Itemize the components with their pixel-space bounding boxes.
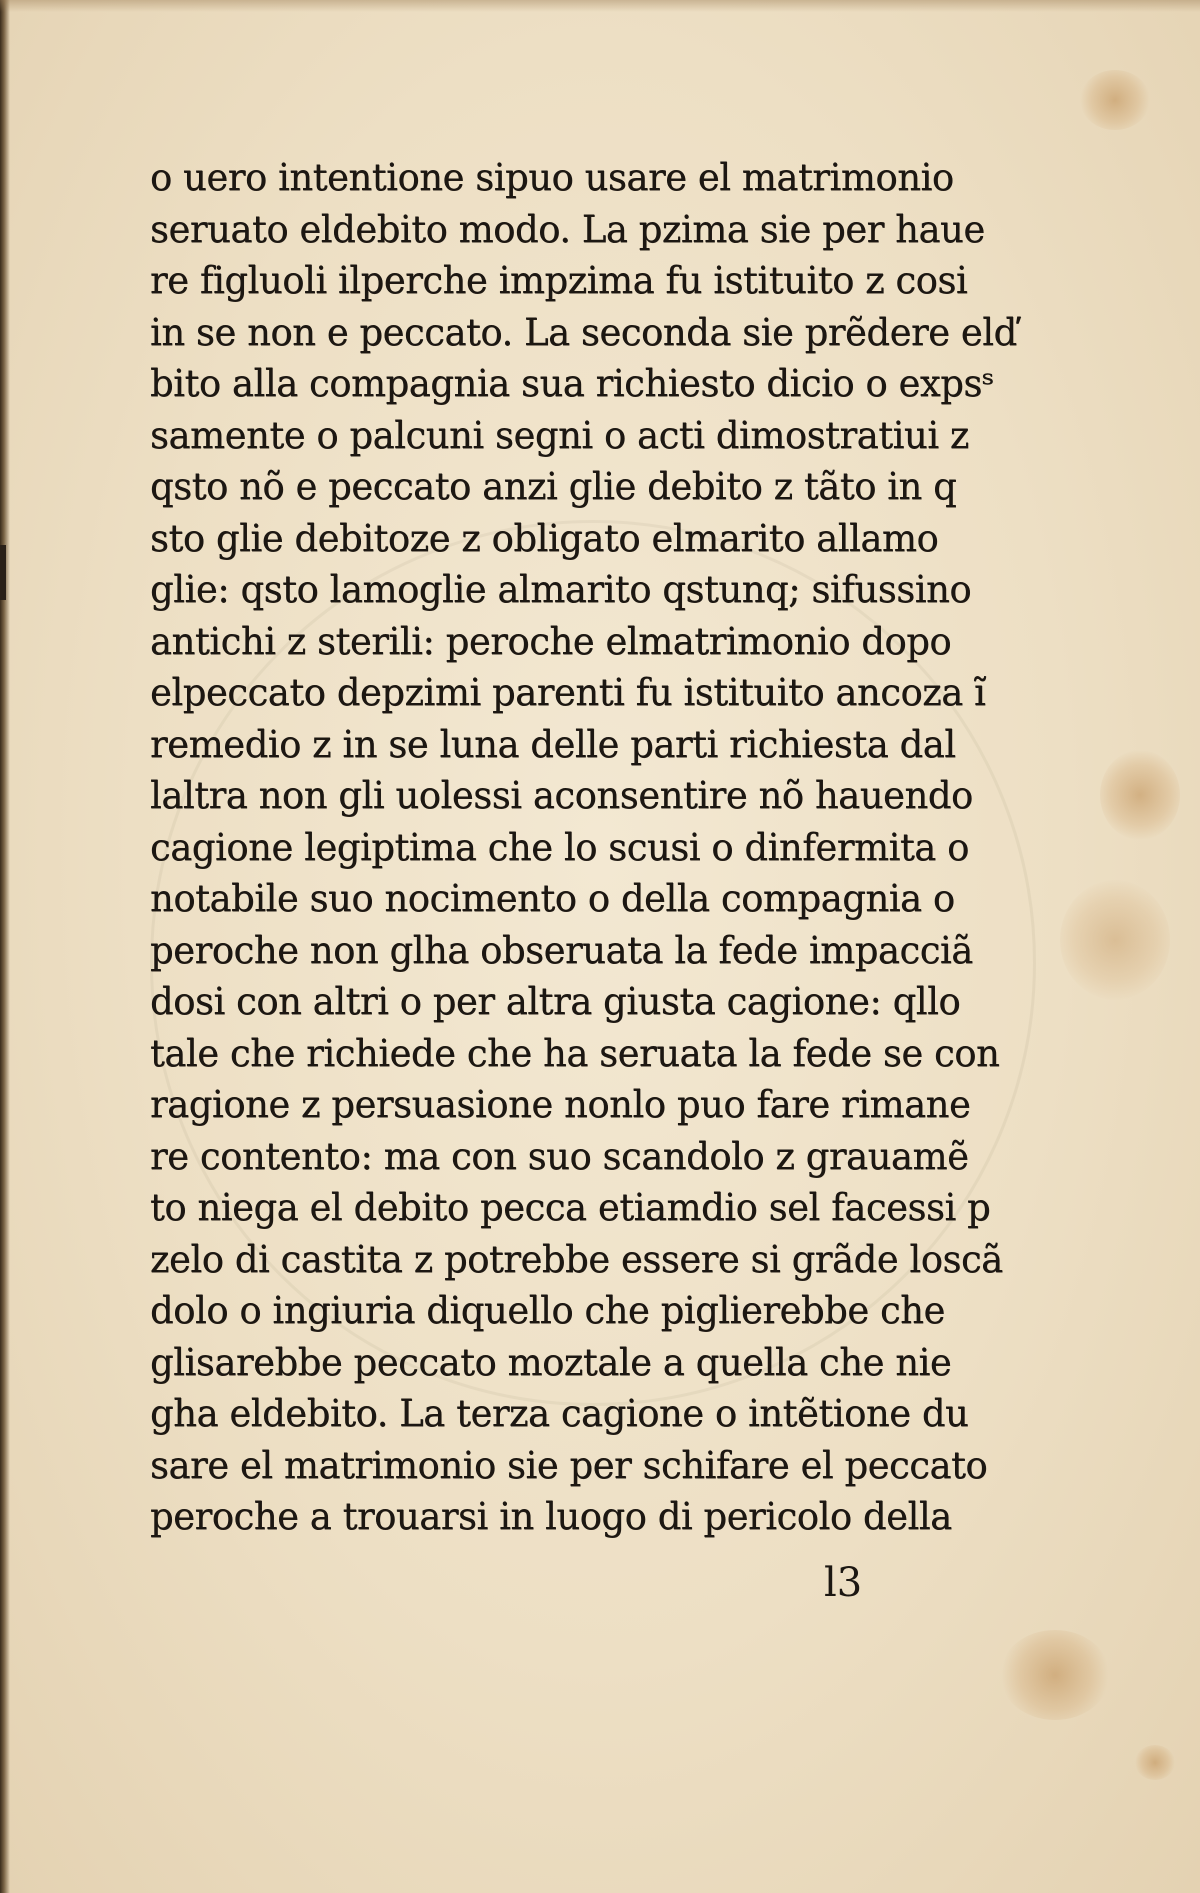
text-line: notabile suo nocimento o della compagnia o xyxy=(150,877,955,920)
text-line: peroche a trouarsi in luogo di pericolo della xyxy=(150,1495,952,1538)
text-line: in se non e peccato. La seconda sie prẽdere elď xyxy=(150,310,1017,354)
body-text xyxy=(150,152,1017,1543)
text-line: elpeccato depzimi parenti fu istituito ancoza ĩ xyxy=(150,671,986,714)
foxing-stain xyxy=(1000,1630,1110,1720)
text-line: sare el matrimonio sie per schifare el peccato xyxy=(150,1443,988,1487)
text-line: tale che richiede che ha seruata la fede se con xyxy=(150,1031,1000,1075)
text-line: qsto nõ e peccato anzi glie debito z tãto in q xyxy=(150,465,957,508)
text-line: seruato eldebito modo. La pzima sie per haue xyxy=(150,207,985,251)
text-line: glisarebbe peccato moztale a quella che nie xyxy=(150,1340,952,1384)
foxing-stain xyxy=(1060,880,1170,1000)
folio-signature: l3 xyxy=(824,1560,863,1606)
page-left-edge xyxy=(0,0,10,1893)
text-line: laltra non gli uolessi aconsentire nõ hauendo xyxy=(150,774,973,817)
text-line: dosi con altri o per altra giusta cagione: qllo xyxy=(150,980,961,1023)
text-line: glie: qsto lamoglie almarito qstunq; sifussino xyxy=(150,568,972,611)
text-line: samente o palcuni segni o acti dimostratiui z xyxy=(150,413,969,457)
margin-ink-mark xyxy=(0,545,6,600)
text-line: peroche non glha obseruata la fede impacciã xyxy=(150,928,973,972)
foxing-stain xyxy=(1100,750,1180,840)
text-line: re figluoli ilperche impzima fu istituito z cosi xyxy=(150,259,968,302)
text-line: re contento: ma con suo scandolo z grauamẽ xyxy=(150,1134,969,1178)
foxing-stain xyxy=(1080,70,1150,130)
text-line: gha eldebito. La terza cagione o intẽtione du xyxy=(150,1392,969,1435)
text-line: o uero intentione sipuo usare el matrimonio xyxy=(150,156,954,199)
text-line: bito alla compagnia sua richiesto dicio o expsˢ xyxy=(150,362,994,405)
text-line: sto glie debitoze z obligato elmarito allamo xyxy=(150,516,939,560)
text-line: ragione z persuasione nonlo puo fare rimane xyxy=(150,1083,971,1126)
foxing-stain xyxy=(1135,1745,1175,1780)
text-line: to niega el debito pecca etiamdio sel facessi p xyxy=(150,1186,991,1229)
text-line: zelo di castita z potrebbe essere si grãde loscã xyxy=(150,1237,1003,1281)
text-line: dolo o ingiuria diquello che piglierebbe che xyxy=(150,1289,945,1332)
text-line: cagione legiptima che lo scusi o dinfermita o xyxy=(150,825,969,869)
page-top-edge xyxy=(0,0,1200,12)
text-line: antichi z sterili: peroche elmatrimonio dopo xyxy=(150,619,952,663)
text-line: remedio z in se luna delle parti richiesta dal xyxy=(150,722,956,766)
